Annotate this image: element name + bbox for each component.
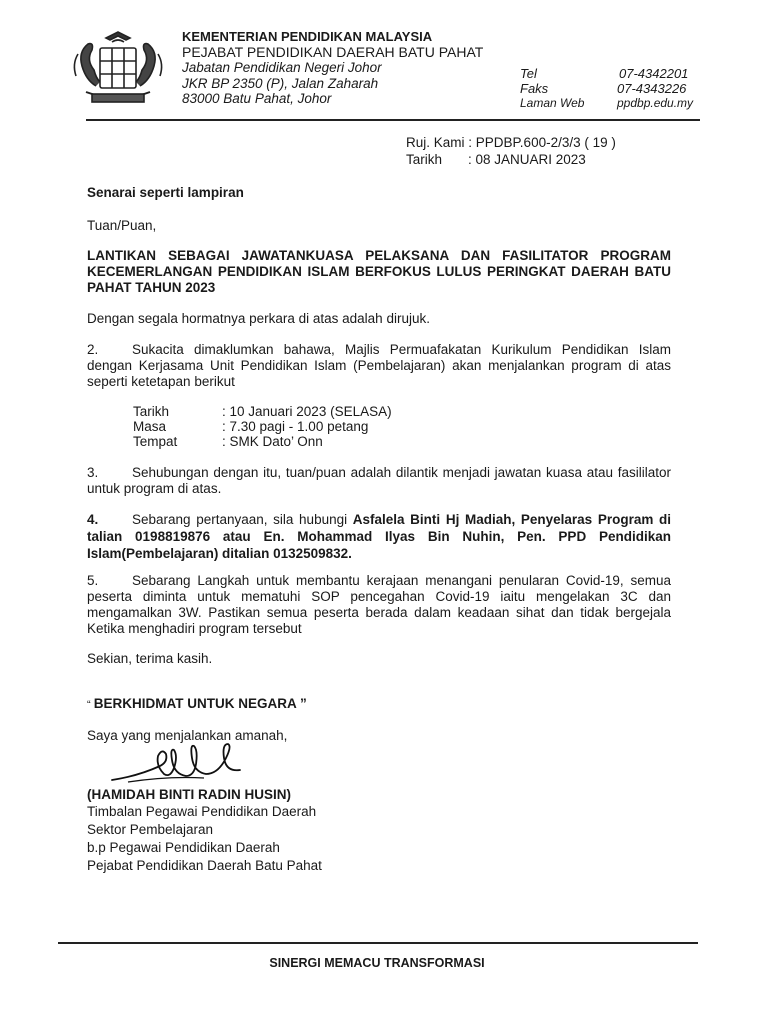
address-line-1: Jabatan Pendidikan Negeri Johor — [182, 60, 382, 75]
office-name: PEJABAT PENDIDIKAN DAERAH BATU PAHAT — [182, 44, 484, 60]
address-line-2: JKR BP 2350 (P), Jalan Zaharah — [182, 76, 379, 91]
date-value: : 08 JANUARI 2023 — [468, 152, 586, 167]
footer-slogan: SINERGI MEMACU TRANSFORMASI — [269, 956, 485, 970]
paragraph-2-number: 2. — [87, 342, 99, 357]
event-time-label: Masa — [133, 419, 167, 434]
letter-date — [406, 152, 586, 167]
web-label: Laman Web — [520, 96, 585, 110]
contact-persons: Asfalela Binti Hj Madiah, Penyelaras Program di talian 0198819876 atau En. Mohammad Ilyas Bin Nuhin, Pen. PPD Pendidikan Islam(Pembelajaran) ditalian 0132509832. — [87, 512, 671, 561]
paragraph-5 — [87, 573, 671, 637]
paragraph-5-text: Sebarang Langkah untuk membantu kerajaan menangani penularan Covid-19, semua peserta diminta untuk mematuhi SOP pencegahan Covid-19 iaitu mengelakan 3C dan mengamalkan 3W. Pastikan semua peserta berada dalam keadaan sihat dan tidak bergejala Ketika menghadiri program tersebut — [87, 573, 671, 636]
reference-label: Ruj. Kami — [406, 135, 465, 150]
recipient: Senarai seperti lampiran — [87, 185, 244, 200]
signatory-title-3: b.p Pegawai Pendidikan Daerah — [87, 840, 280, 855]
paragraph-3-text: Sehubungan dengan itu, tuan/puan adalah dilantik menjadi jawatan kuasa atau fasililator untuk program di atas. — [87, 465, 671, 496]
event-venue-label: Tempat — [133, 434, 178, 449]
paragraph-2 — [87, 342, 671, 390]
signatory-title-4: Pejabat Pendidikan Daerah Batu Pahat — [87, 858, 322, 873]
tel-label: Tel — [520, 66, 537, 81]
footer-divider — [58, 942, 698, 944]
motto-text: BERKHIDMAT UNTUK NEGARA — [93, 696, 297, 711]
tel-number: 07-4342201 — [619, 66, 689, 81]
coat-of-arms-logo — [66, 30, 170, 110]
signatory-name: (HAMIDAH BINTI RADIN HUSIN) — [87, 787, 291, 802]
ministry-name: KEMENTERIAN PENDIDIKAN MALAYSIA — [182, 29, 433, 44]
motto: “ BERKHIDMAT UNTUK NEGARA ” — [87, 696, 307, 711]
salutation: Tuan/Puan, — [87, 218, 157, 233]
signatory-title-1: Timbalan Pegawai Pendidikan Daerah — [87, 804, 317, 819]
subject: LANTIKAN SEBAGAI JAWATANKUASA PELAKSANA DAN FASILITATOR PROGRAM KECEMERLANGAN PENDIDIKAN ISLAM BERFOKUS LULUS PERINGKAT DAERAH BATU PAHAT TAHUN 2023 — [87, 248, 671, 295]
reference-number — [406, 135, 616, 150]
paragraph-3-number: 3. — [87, 465, 99, 480]
signatory-title-2: Sektor Pembelajaran — [87, 822, 214, 837]
fax-label: Faks — [520, 81, 549, 96]
paragraph-2-text: Sukacita dimaklumkan bahawa, Majlis Permuafakatan Kurikulum Pendidikan Islam dengan Kerjasama Unit Pendidikan Islam (Pembelajaran) akan menjalankan program di atas seperti ketetapan berikut — [87, 342, 671, 389]
event-date-value: : 10 Januari 2023 (SELASA) — [222, 404, 392, 419]
event-venue-value: : SMK Dato’ Onn — [222, 434, 323, 449]
header-divider — [86, 119, 700, 121]
paragraph-4-number: 4. — [87, 512, 99, 527]
signature — [108, 736, 248, 788]
web-address: ppdbp.edu.my — [617, 96, 694, 110]
event-time-value: : 7.30 pagi - 1.00 petang — [222, 419, 369, 434]
address-line-3: 83000 Batu Pahat, Johor — [182, 91, 332, 106]
date-label: Tarikh — [406, 152, 443, 167]
opening-line: Dengan segala hormatnya perkara di atas adalah dirujuk. — [87, 311, 430, 326]
trust-line: Saya yang menjalankan amanah, — [87, 728, 288, 743]
closing-line: Sekian, terima kasih. — [87, 651, 213, 666]
reference-value: : PPDBP.600-2/3/3 ( 19 ) — [468, 135, 616, 150]
fax-number: 07-4343226 — [617, 81, 687, 96]
paragraph-5-number: 5. — [87, 573, 99, 588]
event-date-label: Tarikh — [133, 404, 170, 419]
paragraph-4 — [87, 511, 671, 562]
paragraph-4-lead: Sebarang pertanyaan, sila hubungi — [132, 512, 353, 527]
paragraph-3 — [87, 465, 671, 497]
